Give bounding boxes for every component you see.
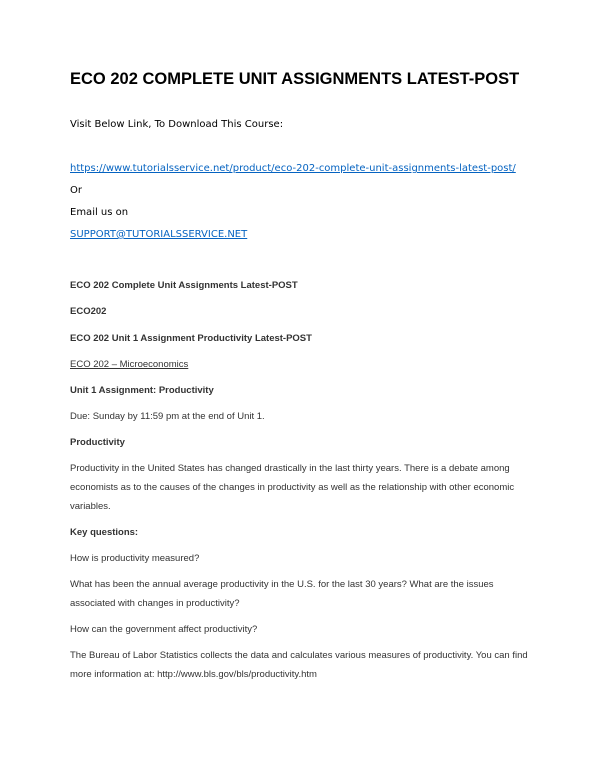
or-text: Or: [70, 185, 82, 196]
document-title: ECO 202 COMPLETE UNIT ASSIGNMENTS LATEST-POST: [70, 70, 520, 88]
course-name-line: [70, 359, 188, 370]
section-heading: Productivity: [70, 437, 125, 448]
email-link-line: [70, 229, 247, 240]
course-link-line: [70, 163, 516, 174]
key-questions-heading: Key questions:: [70, 527, 139, 538]
question-3: How can the government affect productivity?: [70, 624, 258, 635]
course-heading: ECO 202 Complete Unit Assignments Latest-POST: [70, 280, 298, 291]
question-1: How is productivity measured?: [70, 553, 200, 564]
email-link[interactable]: SUPPORT@TUTORIALSSERVICE.NET: [70, 229, 248, 240]
course-link[interactable]: https://www.tutorialsservice.net/product/eco-202-complete-unit-assignments-latest-post/: [70, 163, 516, 174]
due-date-text: Due: Sunday by 11:59 pm at the end of Unit 1.: [70, 411, 265, 422]
bls-paragraph: The Bureau of Labor Statistics collects the data and calculates various measures of productivity. You can find more information at: http://www.bls.gov/bls/productivity.htm: [70, 650, 528, 680]
unit-heading: Unit 1 Assignment: Productivity: [70, 385, 214, 396]
visit-instruction: Visit Below Link, To Download This Course:: [70, 119, 284, 130]
assignment-heading: ECO 202 Unit 1 Assignment Productivity Latest-POST: [70, 333, 312, 344]
intro-paragraph: Productivity in the United States has changed drastically in the last thirty years. There is a debate among economists as to the causes of the changes in productivity as well as the relationship with other economic variables.: [70, 463, 515, 512]
course-code-heading: ECO202: [70, 306, 107, 317]
question-2: What has been the annual average productivity in the U.S. for the last 30 years? What are the issues associated with changes in productivity?: [70, 579, 494, 609]
course-name-link[interactable]: ECO 202 – Microeconomics: [70, 359, 189, 370]
email-instruction: Email us on: [70, 207, 129, 218]
